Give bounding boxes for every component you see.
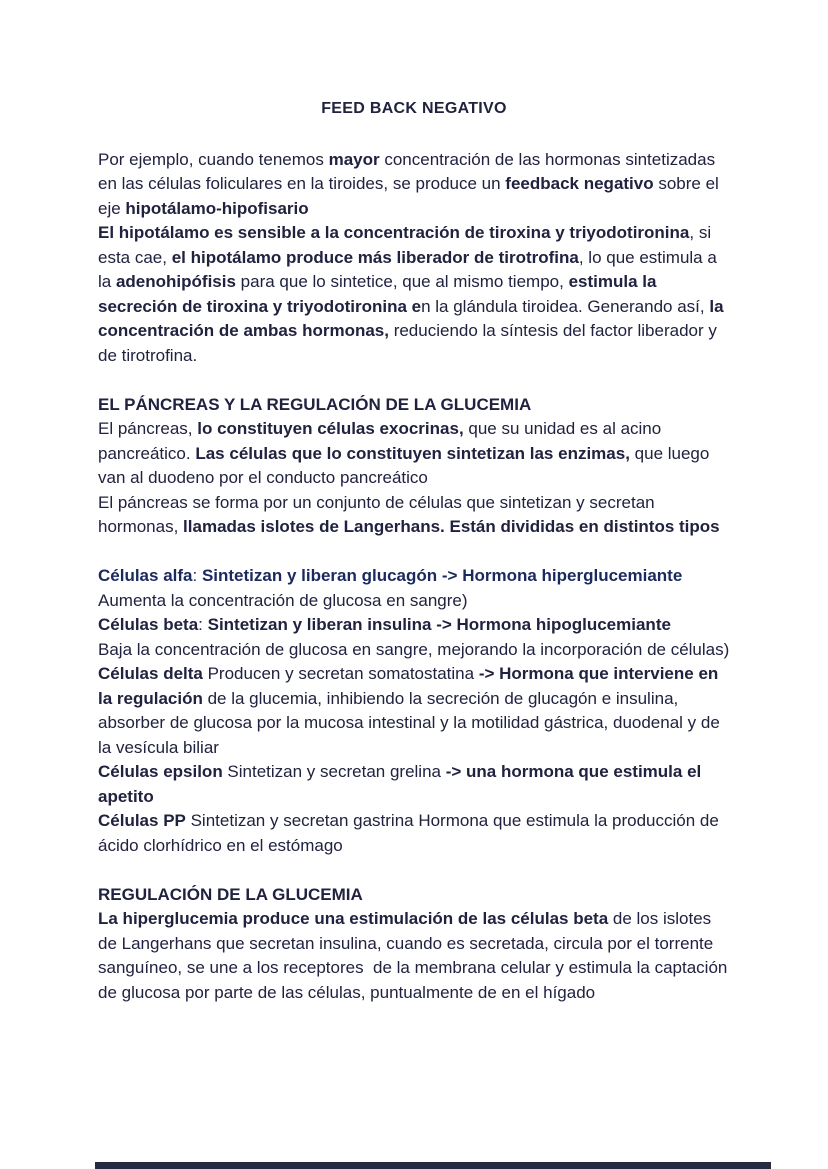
text-run: Producen y secretan somatostatina [202,664,479,683]
text-run: hipotálamo-hipofisario [125,198,309,218]
section-heading: REGULACIÓN DE LA GLUCEMIA [98,884,363,904]
text-run: El páncreas, [98,419,198,438]
blank-line [98,368,730,393]
text-run: n la glándula tiroidea. Generando así, [421,296,710,316]
text-run: Células epsilon [98,762,223,781]
text-run: : [198,615,208,634]
text-run: Sintetizan y liberan insulina -> Hormona hipoglucemiante [207,615,671,634]
text-run: estimula la secreción de tiroxina y triyodotironina e [98,272,662,316]
text-run: Células beta [98,615,199,634]
bottom-dark-strip [95,1162,771,1169]
text-run: Sintetizan y liberan glucagón -> Hormona hiperglucemiante [201,566,683,585]
text-run: feedback negativo [505,174,654,193]
text-run: sobre el eje [98,174,724,218]
text-run: concentración de las hormonas sintetizadas en las células foliculares en la tiroides, se produce un [98,149,720,193]
paragraph [98,907,733,1005]
text-run: La hiperglucemia produce una estimulación de las células beta [98,909,609,928]
text-run: mayor [328,149,380,169]
text-run: llamadas islotes de Langerhans. Están divididas en distintos tipos [183,517,720,536]
text-run: de los islotes de Langerhans que secretan insulina, cuando es secretada, circula por el torrente sanguíneo, se une a los receptores de la membrana celular y estimula la captación de glucosa por parte de las células, puntualmente de en el hígado [98,909,733,1002]
text-run: , lo que estimula a la [98,247,722,291]
paragraph [98,417,730,540]
section-heading: EL PÁNCREAS Y LA REGULACIÓN DE LA GLUCEMIA [98,394,532,414]
text-run: de la glucemia, inhibiendo la secreción de glucagón e insulina, absorber de glucosa por la mucosa intestinal y la motilidad gástrica, duodenal y de la vesícula biliar [98,688,725,757]
text-run: Células PP [98,811,186,830]
text-run: : [192,566,202,585]
text-run: el hipotálamo produce más liberador de tirotrofina [171,247,579,267]
text-run: Células delta [98,664,203,683]
text-run: la concentración de ambas hormonas, [98,296,729,340]
blank-line [98,540,730,565]
paragraph [98,148,730,369]
text-run: El páncreas se forma por un conjunto de células que sintetizan y secretan hormonas, [98,492,660,536]
text-run: Por ejemplo, cuando tenemos [98,149,329,169]
text-run: -> Hormona que interviene en la regulación [98,664,724,708]
blank-line [98,858,730,883]
text-run: que luego van al duodeno por el conducto pancreático [98,443,715,487]
text-run: Sintetizan y secretan gastrina Hormona que estimula la producción de ácido clorhídrico en el estómago [98,811,724,855]
text-run: Baja la concentración de glucosa en sangre, mejorando la incorporación de células) [98,639,730,659]
text-run: lo constituyen células exocrinas, [197,419,464,438]
text-run: Las células que lo constituyen sintetizan las enzimas, [195,443,630,463]
text-run: Sintetizan y secretan grelina [222,762,446,781]
paragraph [98,564,730,858]
text-run: Células alfa [98,566,193,585]
document-content [98,148,733,1006]
text-run: para que lo sintetice, que al mismo tiempo, [235,272,569,291]
text-run: -> una hormona que estimula el apetito [98,762,706,806]
text-run: adenohipófisis [115,272,236,291]
text-run: Aumenta la concentración de glucosa en sangre) [98,590,468,610]
text-run: que su unidad es al acino pancreático. [98,419,666,463]
text-run: El hipotálamo es sensible a la concentración de tiroxina y triyodotironina [98,223,690,242]
text-run: reduciendo la síntesis del factor liberador y de tirotrofina. [98,321,722,365]
page-title: FEED BACK NEGATIVO [321,100,507,117]
text-run: , si esta cae, [98,223,716,267]
